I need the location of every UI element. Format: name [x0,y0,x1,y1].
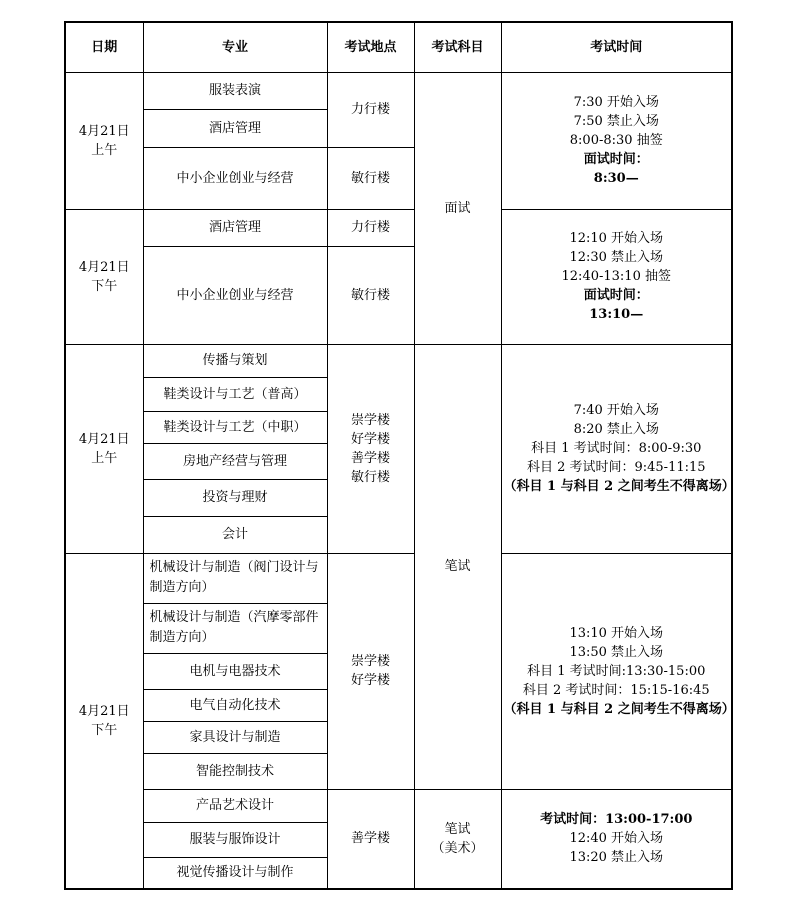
time-line: 13:10— [589,307,644,322]
exam-schedule-table [64,21,733,890]
major-cell: 房地产经营与管理 [143,443,327,479]
time-line: 面试时间： [583,152,649,167]
location-line: 好学楼 [350,431,390,447]
major-cell: 产品艺术设计 [143,789,327,822]
time-line: 科目 1 考试时间：8:00-9:30 [531,441,702,456]
time-line: 科目 2 考试时间：9:45-11:15 [526,460,706,475]
time-line: 7:40 开始入场 [573,403,659,418]
time-cell [501,344,735,553]
table-row [65,344,732,377]
date-line: 上午 [91,142,118,158]
date-line: 4月21日 [78,703,130,719]
location-cell: 敏行楼 [327,147,414,209]
date-cell [65,72,143,209]
time-line: 12:40-13:10 抽签 [561,269,671,284]
header-row [65,22,732,72]
table-row [65,209,732,246]
time-line: 13:50 禁止入场 [569,644,664,660]
time-line: 7:50 禁止入场 [573,114,659,129]
time-line: （科目 1 与科目 2 之间考生不得离场） [503,701,735,717]
location-cell: 力行楼 [327,72,414,147]
header-date: 日期 [65,22,143,72]
date-cell [65,344,143,553]
date-line: 上午 [91,450,118,466]
location-line: 崇学楼 [350,412,390,428]
major-cell: 鞋类设计与工艺（普高） [143,377,327,411]
time-line: 12:40 开始入场 [569,831,664,847]
location-cell: 敏行楼 [327,246,414,344]
date-cell [65,209,143,344]
time-line: 8:20 禁止入场 [573,422,659,437]
major-cell: 机械设计与制造（阀门设计与制造方向） [143,553,327,603]
time-line: 13:20 禁止入场 [569,850,664,866]
time-line: 7:30 开始入场 [573,95,659,110]
time-line: 8:30— [593,171,639,186]
location-line: 崇学楼 [350,654,390,669]
date-cell [65,553,143,889]
subject-cell: 面试 [414,72,501,344]
time-cell [501,209,732,344]
major-cell: 电机与电器技术 [143,653,327,689]
time-line: 科目 1 考试时间:13:30-15:00 [527,663,706,679]
major-cell: 鞋类设计与工艺（中职） [143,411,327,443]
time-line: 面试时间： [583,288,649,303]
time-line: 13:10 开始入场 [569,625,664,641]
date-line: 下午 [91,278,118,294]
date-line: 4月21日 [78,123,130,139]
location-cell: 力行楼 [327,209,414,246]
location-cell: 善学楼 [327,789,414,889]
time-line: 科目 2 考试时间：15:15-16:45 [522,682,710,698]
major-cell: 酒店管理 [143,209,327,246]
time-line: 12:10 开始入场 [569,231,664,246]
major-cell: 中小企业创业与经营 [143,246,327,344]
subject-cell: 笔试 [414,344,501,789]
major-cell: 服装与服饰设计 [143,822,327,857]
time-line: 12:30 禁止入场 [569,250,664,265]
location-line: 好学楼 [350,673,390,688]
major-cell: 智能控制技术 [143,753,327,789]
subject-line: （美术） [431,840,484,856]
major-cell: 会计 [143,516,327,553]
header-major: 专业 [143,22,327,72]
table-row [65,789,732,822]
table-row [65,72,732,109]
location-cell [327,344,414,553]
location-line: 敏行楼 [350,469,390,485]
subject-line: 笔试 [444,821,471,837]
major-cell: 家具设计与制造 [143,721,327,753]
time-line: 考试时间：13:00-17:00 [540,812,693,828]
subject-cell [414,789,501,889]
major-cell: 机械设计与制造（汽摩零部件制造方向） [143,603,327,653]
header-time: 考试时间 [501,22,732,72]
time-line: 8:00-8:30 抽签 [569,133,663,148]
major-cell: 传播与策划 [143,344,327,377]
major-cell: 服装表演 [143,72,327,109]
major-cell: 投资与理财 [143,479,327,516]
date-line: 4月21日 [78,259,130,275]
location-cell [327,553,414,789]
date-line: 下午 [91,722,118,738]
table-row [65,553,732,603]
date-line: 4月21日 [78,431,130,447]
header-location: 考试地点 [327,22,414,72]
time-cell [501,72,732,209]
major-cell: 视觉传播设计与制作 [143,857,327,889]
time-cell [501,789,732,889]
major-cell: 中小企业创业与经营 [143,147,327,209]
location-line: 善学楼 [350,450,390,466]
major-cell: 酒店管理 [143,109,327,147]
time-cell [501,553,735,789]
major-cell: 电气自动化技术 [143,689,327,721]
header-subject: 考试科目 [414,22,501,72]
time-line: （科目 1 与科目 2 之间考生不得离场） [503,479,735,494]
